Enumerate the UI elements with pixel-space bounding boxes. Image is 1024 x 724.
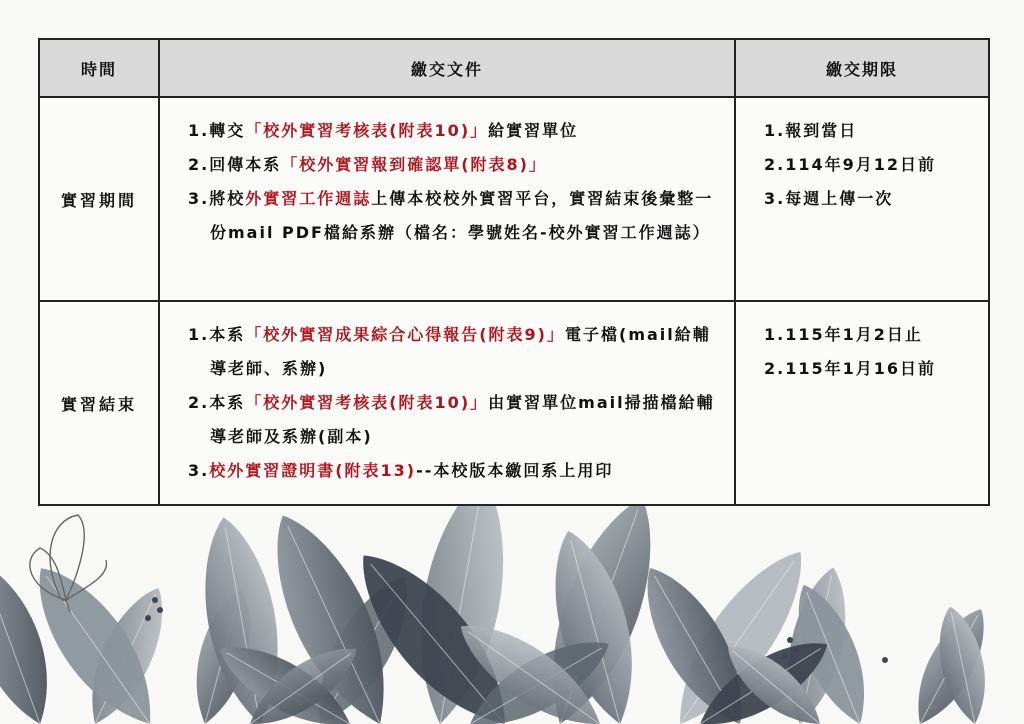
item-text: 本系 [209, 325, 246, 344]
deadline-cell [735, 301, 989, 505]
document-item [188, 182, 726, 250]
table-row [39, 97, 989, 301]
header-documents: 繳交文件 [159, 39, 735, 97]
submission-schedule-table [38, 38, 990, 506]
document-item [188, 318, 726, 386]
documents-cell [159, 97, 735, 301]
highlighted-document-name: 「校外實習報到確認單(附表8)」 [281, 155, 547, 174]
documents-list [160, 302, 734, 500]
leaf-illustration [0, 471, 1000, 724]
item-number: 2. [188, 393, 210, 412]
highlighted-document-name: 「校外實習成果綜合心得報告(附表9)」 [245, 325, 565, 344]
item-text: 上傳本校校外實習平台，實習結束後彙整一份mail PDF檔給系辦（檔名：學號姓名-校外實習工作週誌） [210, 189, 714, 242]
documents-cell [159, 301, 735, 505]
table-row [39, 301, 989, 505]
deadline-cell [735, 97, 989, 301]
period-cell: 實習結束 [39, 301, 159, 505]
deadline-list [736, 302, 988, 398]
item-text: 由實習單位mail掃描檔給輔導老師及系辦(副本) [210, 393, 715, 446]
document-item [188, 148, 726, 182]
item-number: 1. [188, 121, 210, 140]
item-text: 回傳本系 [209, 155, 282, 174]
header-time: 時間 [39, 39, 159, 97]
deadline-item: 2.114年9月12日前 [764, 155, 937, 174]
item-number: 2. [188, 155, 210, 174]
document-item [188, 114, 726, 148]
item-text: 給實習單位 [488, 121, 579, 140]
deadline-item: 1.115年1月2日止 [764, 325, 923, 344]
period-cell: 實習期間 [39, 97, 159, 301]
document-item [188, 454, 726, 488]
documents-list [160, 98, 734, 262]
highlighted-document-name: 「校外實習考核表(附表10)」 [245, 393, 489, 412]
item-text: 將校 [209, 189, 246, 208]
item-number: 3. [188, 461, 210, 480]
item-text: 轉交 [209, 121, 246, 140]
item-text: 電子檔(mail給輔導老師、系辦) [210, 325, 711, 378]
deadline-item: 2.115年1月16日前 [764, 359, 937, 378]
deadline-item: 3.每週上傳一次 [764, 189, 894, 208]
item-number: 1. [188, 325, 210, 344]
deadline-list [736, 98, 988, 228]
highlighted-document-name: 外實習工作週誌 [245, 189, 372, 208]
deadline-item: 1.報到當日 [764, 121, 858, 140]
highlighted-document-name: 「校外實習考核表(附表10)」 [245, 121, 489, 140]
document-item [188, 386, 726, 454]
item-text: 本系 [209, 393, 246, 412]
item-number: 3. [188, 189, 210, 208]
highlighted-document-name: 校外實習證明書(附表13) [209, 461, 417, 480]
item-text: --本校版本繳回系上用印 [416, 461, 614, 480]
header-deadline: 繳交期限 [735, 39, 989, 97]
